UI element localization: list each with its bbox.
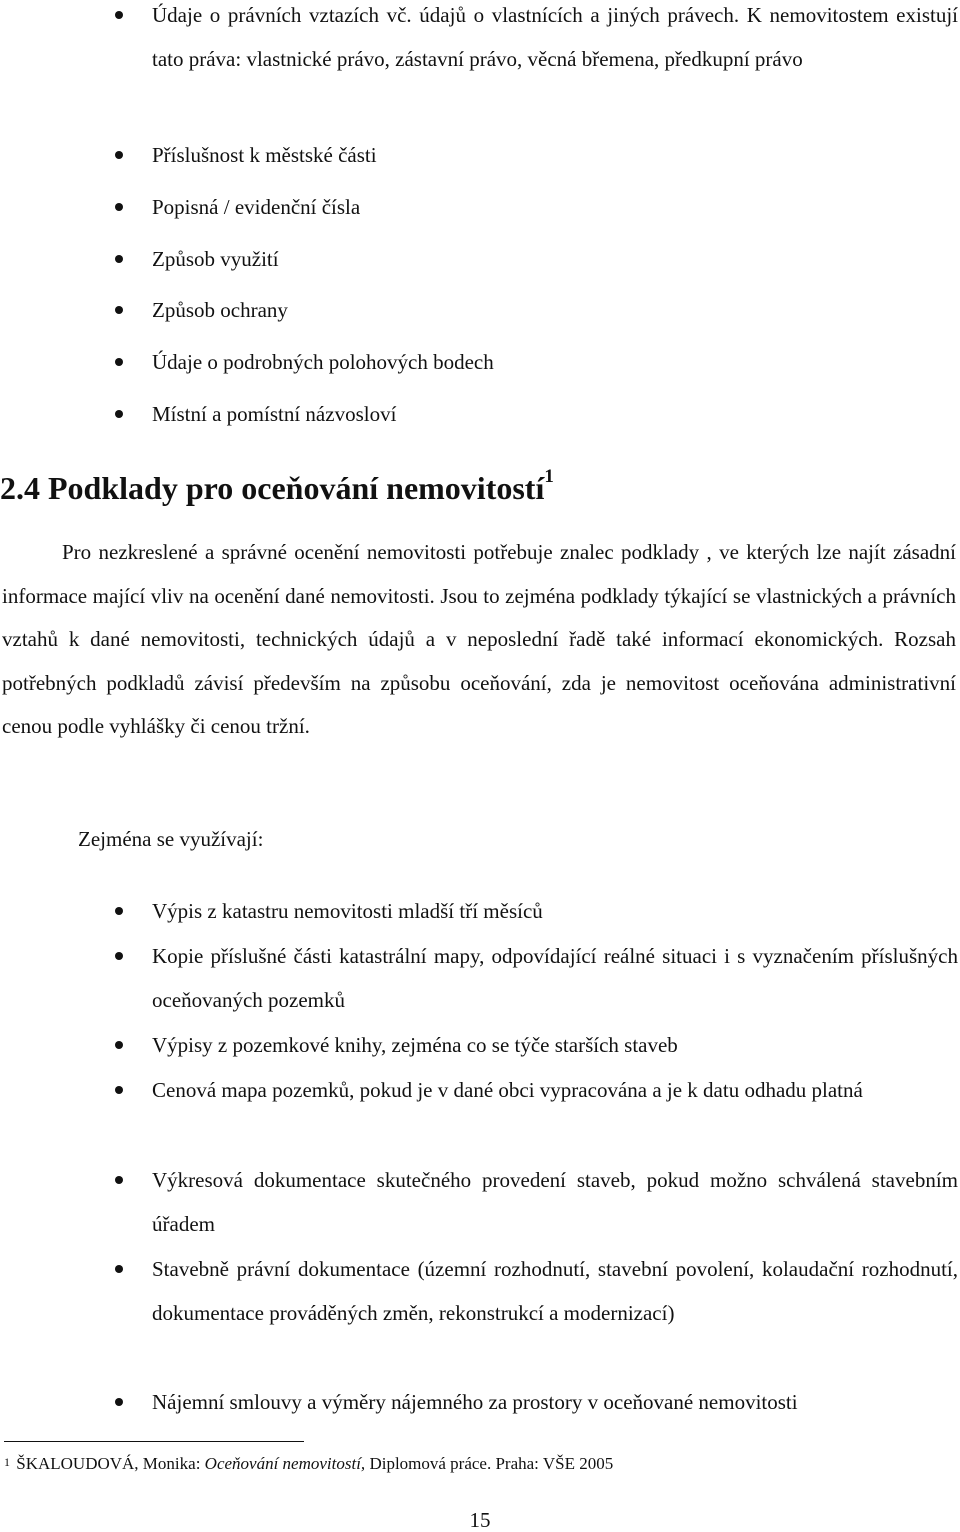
bullet-icon bbox=[115, 410, 123, 418]
bullet-icon bbox=[115, 952, 123, 960]
bullet-icon bbox=[115, 11, 123, 19]
body-paragraph: Pro nezkreslené a správné ocenění nemovitosti potřebuje znalec podklady , ve kterých lze najít zásadní informace mající vliv na ocenění dané nemovitosti. Jsou to zejména podklady týkající se vlastnických a právních vztahů k dané nemovitosti, technických údajů a v neposlední řadě také informací ekonomických. Rozsah potřebných podkladů závisí především na způsobu oceňování, zda je nemovitost oceňována administrativní cenou podle vyhlášky či cenou tržní. bbox=[2, 540, 956, 739]
list-lead-text: Zejména se využívají: bbox=[78, 827, 264, 851]
section-heading bbox=[0, 466, 554, 507]
section-heading-text: 2.4 Podklady pro oceňování nemovitostí bbox=[0, 470, 545, 506]
bullet-icon bbox=[115, 1041, 123, 1049]
footnote-ref: 1 bbox=[544, 466, 554, 487]
footnote-author: ŠKALOUDOVÁ, Monika: bbox=[16, 1454, 201, 1473]
footnote-number: 1 bbox=[4, 1455, 10, 1469]
bullet-icon bbox=[115, 1176, 123, 1184]
list-item-text: Údaje o podrobných polohových bodech bbox=[152, 350, 494, 374]
list-item-text: Způsob využití bbox=[152, 247, 279, 271]
footnote-title: Oceňování nemovitostí, bbox=[204, 1454, 366, 1473]
list-item-text: Příslušnost k městské části bbox=[152, 143, 377, 167]
bullet-icon bbox=[115, 1265, 123, 1273]
bullet-icon bbox=[115, 1398, 123, 1406]
list-item-text: Popisná / evidenční čísla bbox=[152, 195, 361, 219]
list-item-text: Stavebně právní dokumentace (územní rozhodnutí, stavební povolení, kolaudační rozhodnutí, dokumentace prováděných změn, rekonstrukcí a modernizací) bbox=[152, 1257, 958, 1325]
bullet-icon bbox=[115, 151, 123, 159]
bullet-icon bbox=[115, 203, 123, 211]
bullet-icon bbox=[115, 907, 123, 915]
bullet-icon bbox=[115, 358, 123, 366]
list-item-text: Kopie příslušné části katastrální mapy, odpovídající reálné situaci i s vyznačením příslušných oceňovaných pozemků bbox=[152, 944, 958, 1012]
footnote-rest: Diplomová práce. Praha: VŠE 2005 bbox=[369, 1454, 614, 1473]
list-item-text: Údaje o právních vztazích vč. údajů o vlastnících a jiných právech. K nemovitostem existují tato práva: vlastnické právo, zástavní právo, věcná břemena, předkupní právo bbox=[152, 3, 958, 71]
bullet-icon bbox=[115, 306, 123, 314]
list-item-text: Způsob ochrany bbox=[152, 298, 288, 322]
bullet-icon bbox=[115, 1086, 123, 1094]
list-item-text: Výkresová dokumentace skutečného provedení staveb, pokud možno schválená stavebním úřadem bbox=[152, 1168, 958, 1236]
bullet-icon bbox=[115, 255, 123, 263]
list-item-text: Místní a pomístní názvosloví bbox=[152, 402, 397, 426]
footnote-separator bbox=[4, 1441, 304, 1442]
list-item-text: Cenová mapa pozemků, pokud je v dané obci vypracována a je k datu odhadu platná bbox=[152, 1078, 863, 1102]
list-item-text: Výpisy z pozemkové knihy, zejména co se týče starších staveb bbox=[152, 1033, 678, 1057]
footnote bbox=[4, 1452, 613, 1476]
list-item-text: Výpis z katastru nemovitosti mladší tří měsíců bbox=[152, 899, 543, 923]
list-item-text: Nájemní smlouvy a výměry nájemného za prostory v oceňované nemovitosti bbox=[152, 1390, 798, 1414]
page-number: 15 bbox=[469, 1508, 491, 1532]
